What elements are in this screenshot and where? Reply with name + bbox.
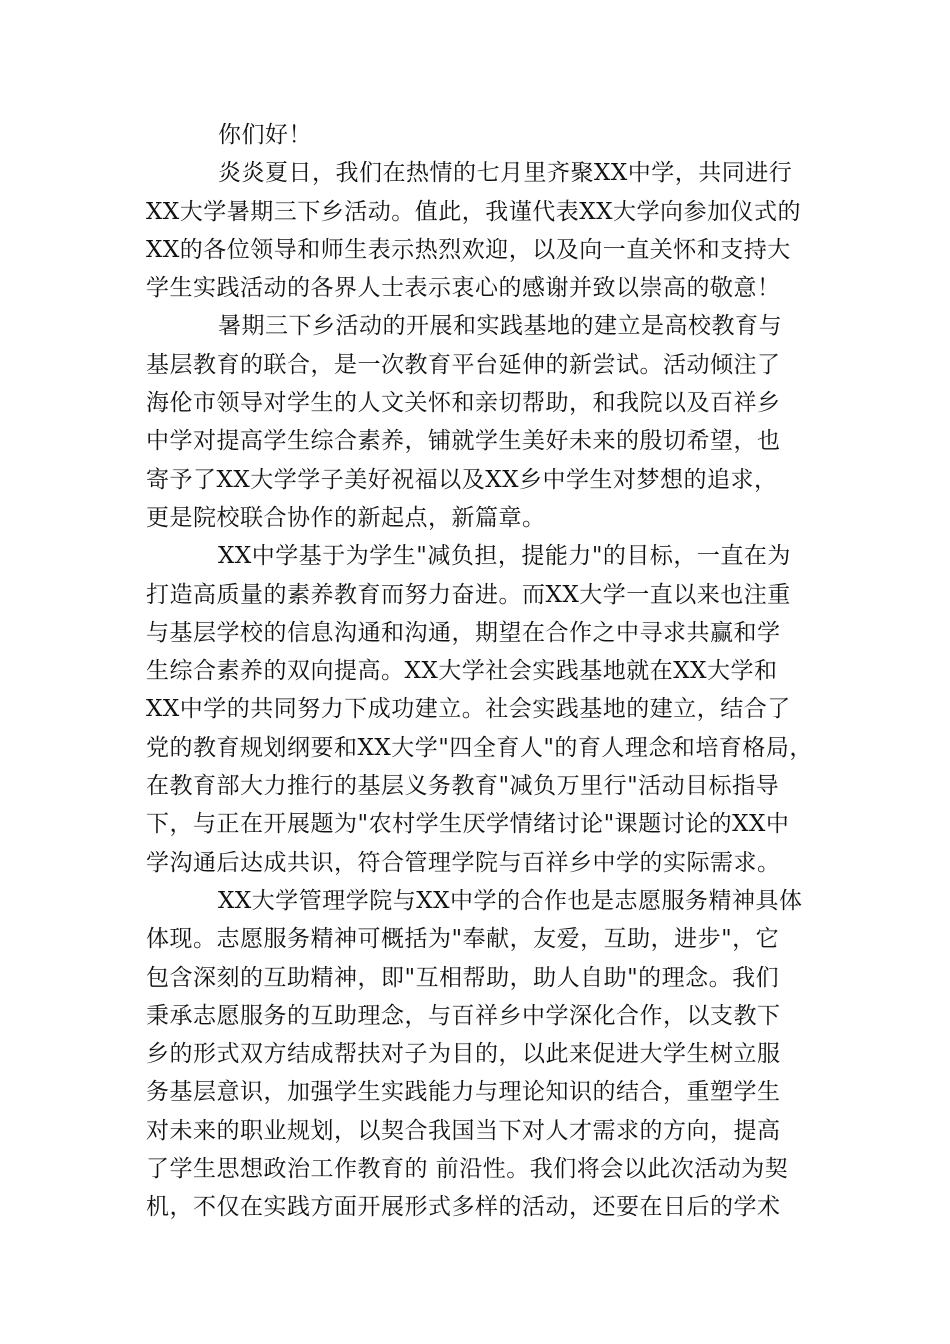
paragraph-3-line-2: 打造高质量的素养教育而努力奋进。而XX大学一直以来也注重 [146,581,791,608]
paragraph-4-line-5: 乡的形式双方结成帮扶对子为目的，以此来促进大学生树立服 [146,1041,781,1068]
paragraph-2-line-5: 寄予了XX大学学子美好祝福以及XX乡中学生对梦想的追求， [146,466,778,493]
paragraph-3-line-9: 学沟通后达成共识，符合管理学院与百祥乡中学的实际需求。 [146,849,781,876]
paragraph-3-line-6: 党的教育规划纲要和XX大学"四全育人"的育人理念和培育格局， [146,734,813,761]
paragraph-4-line-8: 了学生思想政治工作教育的 前沿性。我们将会以此次活动为契 [146,1156,789,1183]
paragraph-4-line-4: 秉承志愿服务的互助理念，与百祥乡中学深化合作，以支教下 [146,1002,781,1029]
paragraph-2-line-3: 海伦市领导对学生的人文关怀和亲切帮助，和我院以及百祥乡 [146,390,781,417]
paragraph-4-line-1: XX大学管理学院与XX中学的合作也是志愿服务精神具体 [218,887,803,914]
paragraph-2-line-1: 暑期三下乡活动的开展和实践基地的建立是高校教育与 [218,313,782,340]
paragraph-3-line-5: XX中学的共同努力下成功建立。社会实践基地的建立，结合了 [146,696,791,723]
paragraph-2-line-4: 中学对提高学生综合素养，铺就学生美好未来的殷切希望，也 [146,428,781,455]
paragraph-4-line-3: 包含深刻的互助精神，即"互相帮助，助人自助"的理念。我们 [146,964,780,991]
paragraph-4-line-7: 对未来的职业规划，以契合我国当下对人才需求的方向，提高 [146,1117,781,1144]
paragraph-1-line-4: 学生实践活动的各界人士表示衷心的感谢并致以崇高的敬意！ [146,275,781,302]
paragraph-3-line-8: 下，与正在开展题为"农村学生厌学情绪讨论"课题讨论的XX中 [146,811,790,838]
greeting-line: 你们好！ [218,122,312,148]
paragraph-1-line-2: XX大学暑期三下乡活动。值此，我谨代表XX大学向参加仪式的 [146,198,801,225]
paragraph-2-line-2: 基层教育的联合，是一次教育平台延伸的新尝试。活动倾注了 [146,351,781,378]
paragraph-3-line-1: XX中学基于为学生"减负担，提能力"的目标，一直在为 [218,543,791,570]
paragraph-3-line-4: 生综合素养的双向提高。XX大学社会实践基地就在XX大学和 [146,658,778,685]
paragraph-3-line-3: 与基层学校的信息沟通和沟通，期望在合作之中寻求共赢和学 [146,619,781,646]
paragraph-1-line-3: XX的各位领导和师生表示热烈欢迎，以及向一直关怀和支持大 [146,236,791,263]
paragraph-4-line-9: 机，不仅在实践方面开展形式多样的活动，还要在日后的学术 [146,1194,781,1221]
paragraph-4-line-6: 务基层意识，加强学生实践能力与理论知识的结合，重塑学生 [146,1079,781,1106]
paragraph-4-line-2: 体现。志愿服务精神可概括为"奉献，友爱，互助，进步"，它 [146,926,780,953]
paragraph-2-line-6: 更是院校联合协作的新起点，新篇章。 [146,504,546,531]
document-body [146,116,826,1227]
paragraph-3-line-7: 在教育部大力推行的基层义务教育"减负万里行"活动目标指导 [146,773,780,800]
paragraph-1-line-1: 炎炎夏日，我们在热情的七月里齐聚XX中学，共同进行 [218,160,793,187]
